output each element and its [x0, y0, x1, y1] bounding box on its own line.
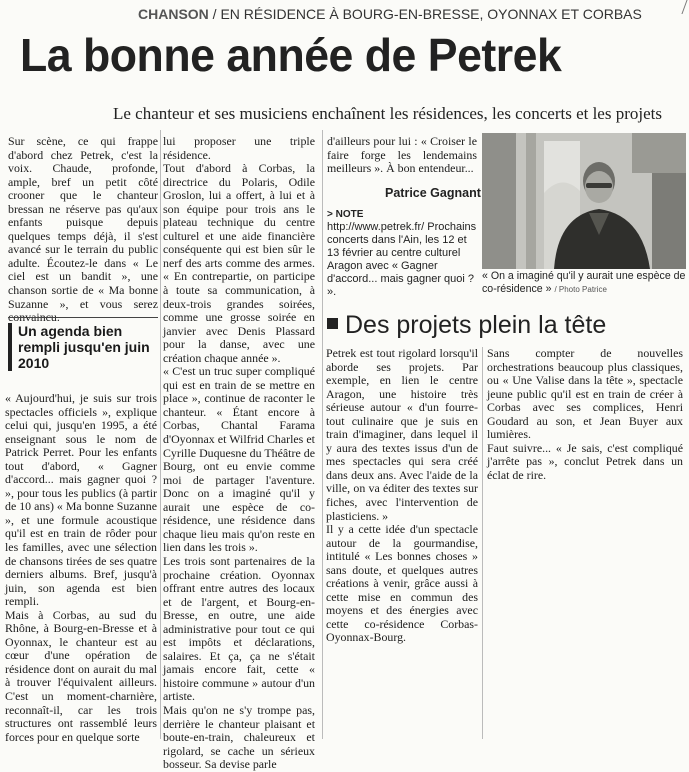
subhead: Le chanteur et ses musiciens enchaînent les résidences, les concerts et les projets [113, 104, 662, 123]
column-rule-2 [322, 130, 323, 739]
kicker [138, 6, 642, 22]
box-heading: Un agenda bien rempli jusqu'en juin 2010 [8, 323, 158, 371]
photo-caption [482, 270, 686, 296]
paragraph: Il y a cette idée d'un spectacle autour de la gourmandise, intitulé « Les bonnes choses » sans doute, et quelques autres créations à venir, grâce aussi à cette mise en commun des moyens et des énergies avec cette co-résidence Corbas-Oyonnax-Bourg. [326, 522, 478, 645]
paragraph: d'ailleurs pour lui : « Croiser le faire forge les lendemains meilleurs ». À bon entendeur... [327, 134, 477, 176]
column-rule-3 [482, 347, 483, 739]
kicker-text: / EN RÉSIDENCE À BOURG-EN-BRESSE, OYONNAX ET CORBAS [212, 6, 642, 22]
paragraph: Petrek est tout rigolard lorsqu'il aborde ses projets. Par exemple, en lien le centre Aragon, une histoire très sérieuse autour « d'un fourre-tout culinaire que je suis en train d'imaginer, dans lequel il y aura des textes issus d'un de mes spectacles qui sera créé dans deux ans. Avec l'aide de la ville, on va éditer des textes sur fiches, avec l'intervention de plasticiens. » [326, 346, 478, 523]
photo-illustration [482, 133, 686, 269]
square-bullet-icon [327, 318, 338, 329]
note-title: > NOTE [327, 209, 364, 220]
column-rule-1 [160, 130, 161, 739]
page-corner-mark [668, 0, 687, 14]
note-box [327, 208, 479, 299]
author-signature: Patrice Gagnant [385, 186, 481, 200]
photo-credit: / Photo Patrice [554, 284, 607, 294]
paragraph: « C'est un truc super compliqué qui est en train de se mettre en place », continue de raconter le chanteur. « Étant encore à Corbas, Chantal Farama d'Oyonnax et Wilfrid Charles et Cyrille Duquesne du Théâtre de Bourg, ont eu envie comme moi de partager l'aventure. Donc on a imaginé qu'il y aurait une espèce de co-résidence, une résidence dans chaque lieu mais qu'on reste en lien dans les trois ». [163, 364, 315, 555]
paragraph: Mais qu'on ne s'y trompe pas, derrière le chanteur plaisant et boute-en-train, chaleureux et rigolard, se cache un sérieux bosseur. Sa devise parle [163, 702, 315, 772]
section-heading-text: Des projets plein la tête [345, 311, 607, 339]
paragraph: Sur scène, ce qui frappe d'abord chez Petrek, c'est la voix. Chaude, profonde, ample, bref un petit côté crooner que le chanteur bressan ne réserve pas qu'aux enfants puisque depuis quelques temps déjà, il s'est avancé sur le terrain du public adulte. Écoutez-le dans « Le ciel est un bandit », une chanson sortie de « Ma bonne Suzanne », et vous serez convaincu. [8, 134, 158, 325]
paragraph: lui proposer une triple résidence. [163, 134, 315, 162]
kicker-rubric: CHANSON [138, 6, 209, 22]
article-column-4 [326, 347, 478, 645]
paragraph: « Aujourd'hui, je suis sur trois spectacles officiels », explique celui qui, jusqu'en 1995, a été enseignant sous le nom de Patrick Perret. Pour les enfants tout d'abord, « Gagner d'accord... mais gagner quoi ? », pour tous les publics (à partir de 10 ans) « Ma bonne Suzanne », et une formule acoustique qu'il est en train de rôder pour les familles, avec une sélection de chansons tirées de ses quatre derniers albums. Bref, jusqu'à juin, son agenda est bien rempli. [5, 391, 157, 609]
article-column-1 [8, 135, 158, 325]
section-heading [327, 311, 687, 340]
note-text: http://www.petrek.fr/ Prochains concerts dans l'Ain, les 12 et 13 février au centre culturel Aragon avec « Gagner d'accord... mais gagner quoi ? ». [327, 221, 477, 298]
paragraph: Sans compter de nouvelles orchestrations beaucoup plus classiques, ou « Une Valise dans la tête », spectacle jeune public qu'il est en train de créer à Corbas avec ses complices, Henri Goudard au son, et Jean Buyer aux lumières. [487, 346, 683, 442]
article-column-1-lower [5, 392, 157, 744]
artist-photo [482, 133, 686, 269]
headline: La bonne année de Petrek [20, 29, 562, 81]
article-column-2 [163, 135, 315, 772]
article-column-5 [487, 347, 683, 482]
paragraph: Les trois sont partenaires de la prochaine création. Oyonnax offrant entre autres des locaux et de l'argent, et Bourg-en-Bresse, en outre, une aide administrative pour tout ce qui est impôts et déclarations, salaires. Et ça, ça ne s'était jamais encore fait, cette « histoire commune » autour d'un artiste. [163, 553, 315, 704]
caption-text: « On a imaginé qu'il y aurait une espèce de co-résidence » [482, 270, 686, 295]
paragraph: Faut suivre... « Je sais, c'est compliqué j'arrête pas », conclut Petrek dans un éclat de rire. [487, 440, 683, 482]
article-column-3 [327, 135, 477, 176]
paragraph: Mais à Corbas, au sud du Rhône, à Bourg-en-Bresse et à Oyonnax, le chanteur est au cœur d'une opération de résidence dont on aurait du mal à trouver l'équivalent ailleurs. C'est un moment-charnière, reconnaît-il, car les trois structures ont rassemblé leurs forces pour en quelque sorte [5, 607, 157, 744]
paragraph: Tout d'abord à Corbas, la directrice du Polaris, Odile Groslon, lui a offert, à lui et à son équipe pour trois ans le plateau technique du centre culturel et une aide financière conséquente qui est bien sûr le nerf des arts comme des armes. « En contrepartie, on participe à toute sa communication, à deux-trois grandes soirées, comme une grosse soirée en janvier avec Denis Plassard pour la danse, avec une création chaque année ». [163, 161, 315, 365]
